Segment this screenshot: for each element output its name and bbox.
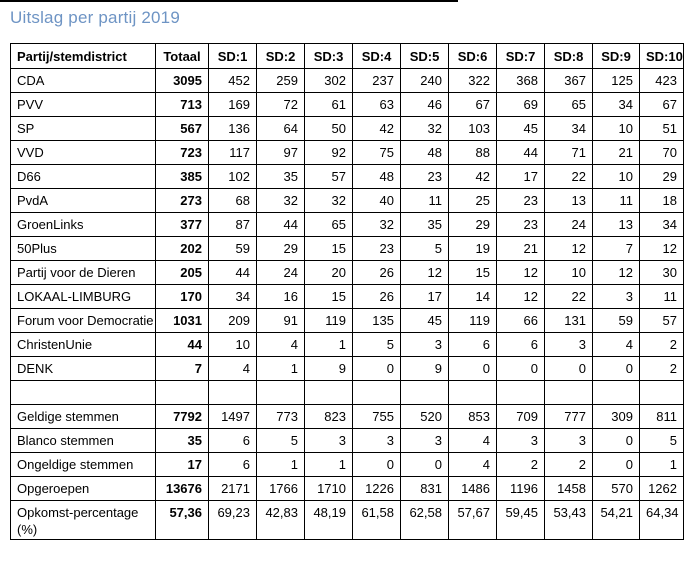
party-label-cell: DENK: [11, 357, 156, 381]
column-header: SD:6: [449, 44, 497, 69]
sd-value-cell: 2: [640, 357, 684, 381]
sd-value-cell: 0: [449, 357, 497, 381]
sd-value-cell: 42,83: [257, 501, 305, 540]
sd-value-cell: 0: [593, 453, 640, 477]
sd-value-cell: 240: [401, 69, 449, 93]
sd-value-cell: 50: [305, 117, 353, 141]
spacer-cell: [497, 381, 545, 405]
totaal-cell: 44: [156, 333, 209, 357]
column-header: SD:2: [257, 44, 305, 69]
column-header: SD:7: [497, 44, 545, 69]
sd-value-cell: 102: [209, 165, 257, 189]
sd-value-cell: 135: [353, 309, 401, 333]
sd-value-cell: 97: [257, 141, 305, 165]
totaal-cell: 567: [156, 117, 209, 141]
sd-value-cell: 12: [545, 237, 593, 261]
spacer-cell: [545, 381, 593, 405]
spacer-cell: [353, 381, 401, 405]
sd-value-cell: 0: [593, 429, 640, 453]
summary-label-cell: Ongeldige stemmen: [11, 453, 156, 477]
party-row: [11, 69, 684, 93]
sd-value-cell: 1262: [640, 477, 684, 501]
sd-value-cell: 18: [640, 189, 684, 213]
sd-value-cell: 709: [497, 405, 545, 429]
sd-value-cell: 12: [593, 261, 640, 285]
sd-value-cell: 63: [353, 93, 401, 117]
sd-value-cell: 23: [497, 189, 545, 213]
sd-value-cell: 0: [401, 453, 449, 477]
totaal-cell: 7792: [156, 405, 209, 429]
sd-value-cell: 13: [593, 213, 640, 237]
sd-value-cell: 64,34: [640, 501, 684, 540]
sd-value-cell: 32: [401, 117, 449, 141]
sd-value-cell: 22: [545, 165, 593, 189]
sd-value-cell: 5: [257, 429, 305, 453]
sd-value-cell: 1: [305, 453, 353, 477]
sd-value-cell: 16: [257, 285, 305, 309]
totaal-cell: 205: [156, 261, 209, 285]
sd-value-cell: 0: [353, 453, 401, 477]
sd-value-cell: 71: [545, 141, 593, 165]
party-row: [11, 213, 684, 237]
sd-value-cell: 0: [353, 357, 401, 381]
party-row: [11, 93, 684, 117]
totaal-cell: 723: [156, 141, 209, 165]
sd-value-cell: 21: [593, 141, 640, 165]
sd-value-cell: 30: [640, 261, 684, 285]
sd-value-cell: 6: [209, 429, 257, 453]
sd-value-cell: 3: [401, 429, 449, 453]
sd-value-cell: 1486: [449, 477, 497, 501]
sd-value-cell: 61: [305, 93, 353, 117]
sd-value-cell: 54,21: [593, 501, 640, 540]
sd-value-cell: 1: [257, 453, 305, 477]
sd-value-cell: 34: [209, 285, 257, 309]
sd-value-cell: 10: [593, 117, 640, 141]
sd-value-cell: 309: [593, 405, 640, 429]
party-row: [11, 261, 684, 285]
party-row: [11, 357, 684, 381]
sd-value-cell: 91: [257, 309, 305, 333]
column-header: SD:8: [545, 44, 593, 69]
sd-value-cell: 15: [449, 261, 497, 285]
sd-value-cell: 3: [401, 333, 449, 357]
sd-value-cell: 48: [353, 165, 401, 189]
sd-value-cell: 17: [401, 285, 449, 309]
column-header: SD:9: [593, 44, 640, 69]
top-rule-line: [0, 0, 458, 2]
column-header: SD:1: [209, 44, 257, 69]
sd-value-cell: 9: [305, 357, 353, 381]
sd-value-cell: 34: [545, 117, 593, 141]
sd-value-cell: 2: [545, 453, 593, 477]
sd-value-cell: 209: [209, 309, 257, 333]
sd-value-cell: 452: [209, 69, 257, 93]
sd-value-cell: 62,58: [401, 501, 449, 540]
sd-value-cell: 15: [305, 285, 353, 309]
sd-value-cell: 32: [305, 189, 353, 213]
sd-value-cell: 823: [305, 405, 353, 429]
sd-value-cell: 88: [449, 141, 497, 165]
sd-value-cell: 423: [640, 69, 684, 93]
sd-value-cell: 35: [401, 213, 449, 237]
sd-value-cell: 69,23: [209, 501, 257, 540]
sd-value-cell: 1710: [305, 477, 353, 501]
sd-value-cell: 1196: [497, 477, 545, 501]
sd-value-cell: 119: [449, 309, 497, 333]
party-row: [11, 189, 684, 213]
table-header-row: [11, 44, 684, 69]
spacer-cell: [209, 381, 257, 405]
totaal-cell: 13676: [156, 477, 209, 501]
sd-value-cell: 32: [257, 189, 305, 213]
column-header: SD:3: [305, 44, 353, 69]
sd-value-cell: 6: [449, 333, 497, 357]
sd-value-cell: 14: [449, 285, 497, 309]
sd-value-cell: 0: [593, 357, 640, 381]
sd-value-cell: 12: [497, 261, 545, 285]
party-row: [11, 309, 684, 333]
sd-value-cell: 2171: [209, 477, 257, 501]
party-label-cell: 50Plus: [11, 237, 156, 261]
totaal-cell: 170: [156, 285, 209, 309]
spacer-cell: [257, 381, 305, 405]
summary-row: [11, 501, 684, 540]
sd-value-cell: 1458: [545, 477, 593, 501]
party-label-cell: LOKAAL-LIMBURG: [11, 285, 156, 309]
party-label-cell: CDA: [11, 69, 156, 93]
sd-value-cell: 119: [305, 309, 353, 333]
totaal-cell: 35: [156, 429, 209, 453]
sd-value-cell: 20: [305, 261, 353, 285]
spacer-row: [11, 381, 684, 405]
sd-value-cell: 32: [353, 213, 401, 237]
sd-value-cell: 2: [497, 453, 545, 477]
sd-value-cell: 46: [401, 93, 449, 117]
sd-value-cell: 65: [305, 213, 353, 237]
sd-value-cell: 367: [545, 69, 593, 93]
summary-row: [11, 429, 684, 453]
sd-value-cell: 831: [401, 477, 449, 501]
sd-value-cell: 4: [209, 357, 257, 381]
party-label-cell: GroenLinks: [11, 213, 156, 237]
totaal-cell: 273: [156, 189, 209, 213]
sd-value-cell: 1: [257, 357, 305, 381]
summary-row: [11, 405, 684, 429]
summary-row: [11, 453, 684, 477]
sd-value-cell: 12: [497, 285, 545, 309]
sd-value-cell: 75: [353, 141, 401, 165]
party-label-cell: PvdA: [11, 189, 156, 213]
sd-value-cell: 42: [449, 165, 497, 189]
sd-value-cell: 67: [449, 93, 497, 117]
party-label-cell: PVV: [11, 93, 156, 117]
party-row: [11, 333, 684, 357]
spacer-cell: [11, 381, 156, 405]
sd-value-cell: 45: [497, 117, 545, 141]
sd-value-cell: 48,19: [305, 501, 353, 540]
sd-value-cell: 11: [593, 189, 640, 213]
sd-value-cell: 42: [353, 117, 401, 141]
sd-value-cell: 322: [449, 69, 497, 93]
sd-value-cell: 1: [305, 333, 353, 357]
sd-value-cell: 7: [593, 237, 640, 261]
sd-value-cell: 10: [545, 261, 593, 285]
party-label-cell: SP: [11, 117, 156, 141]
sd-value-cell: 125: [593, 69, 640, 93]
summary-row: [11, 477, 684, 501]
sd-value-cell: 259: [257, 69, 305, 93]
sd-value-cell: 51: [640, 117, 684, 141]
sd-value-cell: 368: [497, 69, 545, 93]
sd-value-cell: 10: [593, 165, 640, 189]
sd-value-cell: 87: [209, 213, 257, 237]
sd-value-cell: 3: [545, 429, 593, 453]
sd-value-cell: 40: [353, 189, 401, 213]
column-header: Partij/stemdistrict: [11, 44, 156, 69]
sd-value-cell: 19: [449, 237, 497, 261]
party-label-cell: VVD: [11, 141, 156, 165]
sd-value-cell: 1226: [353, 477, 401, 501]
sd-value-cell: 5: [353, 333, 401, 357]
sd-value-cell: 34: [640, 213, 684, 237]
sd-value-cell: 17: [497, 165, 545, 189]
sd-value-cell: 1497: [209, 405, 257, 429]
sd-value-cell: 72: [257, 93, 305, 117]
spacer-cell: [305, 381, 353, 405]
spacer-cell: [449, 381, 497, 405]
sd-value-cell: 773: [257, 405, 305, 429]
sd-value-cell: 2: [640, 333, 684, 357]
sd-value-cell: 22: [545, 285, 593, 309]
sd-value-cell: 131: [545, 309, 593, 333]
party-row: [11, 285, 684, 309]
sd-value-cell: 6: [209, 453, 257, 477]
sd-value-cell: 59: [593, 309, 640, 333]
sd-value-cell: 64: [257, 117, 305, 141]
sd-value-cell: 237: [353, 69, 401, 93]
sd-value-cell: 853: [449, 405, 497, 429]
sd-value-cell: 44: [497, 141, 545, 165]
column-header: Totaal: [156, 44, 209, 69]
spacer-cell: [640, 381, 684, 405]
party-label-cell: D66: [11, 165, 156, 189]
column-header: SD:4: [353, 44, 401, 69]
sd-value-cell: 68: [209, 189, 257, 213]
sd-value-cell: 4: [449, 429, 497, 453]
sd-value-cell: 35: [257, 165, 305, 189]
sd-value-cell: 29: [640, 165, 684, 189]
sd-value-cell: 59: [209, 237, 257, 261]
sd-value-cell: 11: [640, 285, 684, 309]
sd-value-cell: 777: [545, 405, 593, 429]
party-row: [11, 165, 684, 189]
table-head: [11, 44, 684, 69]
party-row: [11, 117, 684, 141]
sd-value-cell: 24: [545, 213, 593, 237]
table-body: [11, 69, 684, 540]
column-header: SD:10: [640, 44, 684, 69]
sd-value-cell: 103: [449, 117, 497, 141]
sd-value-cell: 811: [640, 405, 684, 429]
sd-value-cell: 570: [593, 477, 640, 501]
sd-value-cell: 3: [305, 429, 353, 453]
sd-value-cell: 57: [305, 165, 353, 189]
sd-value-cell: 12: [401, 261, 449, 285]
sd-value-cell: 3: [545, 333, 593, 357]
sd-value-cell: 10: [209, 333, 257, 357]
results-table: [10, 43, 684, 540]
summary-label-cell: Opkomst-percentage (%): [11, 501, 156, 540]
sd-value-cell: 23: [353, 237, 401, 261]
spacer-cell: [156, 381, 209, 405]
totaal-cell: 17: [156, 453, 209, 477]
sd-value-cell: 0: [497, 357, 545, 381]
page-title: Uitslag per partij 2019: [10, 8, 180, 27]
sd-value-cell: 69: [497, 93, 545, 117]
sd-value-cell: 4: [257, 333, 305, 357]
sd-value-cell: 9: [401, 357, 449, 381]
sd-value-cell: 5: [401, 237, 449, 261]
sd-value-cell: 3: [593, 285, 640, 309]
party-label-cell: ChristenUnie: [11, 333, 156, 357]
totaal-cell: 3095: [156, 69, 209, 93]
spacer-cell: [401, 381, 449, 405]
sd-value-cell: 136: [209, 117, 257, 141]
sd-value-cell: 44: [257, 213, 305, 237]
sd-value-cell: 26: [353, 285, 401, 309]
sd-value-cell: 11: [401, 189, 449, 213]
party-label-cell: Partij voor de Dieren: [11, 261, 156, 285]
totaal-cell: 385: [156, 165, 209, 189]
sd-value-cell: 70: [640, 141, 684, 165]
sd-value-cell: 57: [640, 309, 684, 333]
sd-value-cell: 520: [401, 405, 449, 429]
sd-value-cell: 92: [305, 141, 353, 165]
summary-label-cell: Opgeroepen: [11, 477, 156, 501]
totaal-cell: 377: [156, 213, 209, 237]
sd-value-cell: 23: [401, 165, 449, 189]
summary-label-cell: Geldige stemmen: [11, 405, 156, 429]
sd-value-cell: 1: [640, 453, 684, 477]
sd-value-cell: 67: [640, 93, 684, 117]
sd-value-cell: 1766: [257, 477, 305, 501]
totaal-cell: 713: [156, 93, 209, 117]
sd-value-cell: 61,58: [353, 501, 401, 540]
totaal-cell: 7: [156, 357, 209, 381]
sd-value-cell: 57,67: [449, 501, 497, 540]
party-label-cell: Forum voor Democratie: [11, 309, 156, 333]
spacer-cell: [593, 381, 640, 405]
totaal-cell: 57,36: [156, 501, 209, 540]
table-container: [10, 43, 684, 540]
sd-value-cell: 29: [449, 213, 497, 237]
sd-value-cell: 53,43: [545, 501, 593, 540]
sd-value-cell: 65: [545, 93, 593, 117]
sd-value-cell: 66: [497, 309, 545, 333]
sd-value-cell: 4: [449, 453, 497, 477]
sd-value-cell: 59,45: [497, 501, 545, 540]
party-row: [11, 141, 684, 165]
totaal-cell: 202: [156, 237, 209, 261]
column-header: SD:5: [401, 44, 449, 69]
sd-value-cell: 45: [401, 309, 449, 333]
sd-value-cell: 25: [449, 189, 497, 213]
sd-value-cell: 302: [305, 69, 353, 93]
sd-value-cell: 23: [497, 213, 545, 237]
party-row: [11, 237, 684, 261]
sd-value-cell: 13: [545, 189, 593, 213]
sd-value-cell: 3: [353, 429, 401, 453]
sd-value-cell: 3: [497, 429, 545, 453]
sd-value-cell: 0: [545, 357, 593, 381]
sd-value-cell: 6: [497, 333, 545, 357]
sd-value-cell: 29: [257, 237, 305, 261]
sd-value-cell: 5: [640, 429, 684, 453]
sd-value-cell: 755: [353, 405, 401, 429]
summary-label-cell: Blanco stemmen: [11, 429, 156, 453]
sd-value-cell: 117: [209, 141, 257, 165]
sd-value-cell: 12: [640, 237, 684, 261]
sd-value-cell: 24: [257, 261, 305, 285]
sd-value-cell: 4: [593, 333, 640, 357]
sd-value-cell: 15: [305, 237, 353, 261]
sd-value-cell: 21: [497, 237, 545, 261]
sd-value-cell: 34: [593, 93, 640, 117]
totaal-cell: 1031: [156, 309, 209, 333]
sd-value-cell: 48: [401, 141, 449, 165]
sd-value-cell: 169: [209, 93, 257, 117]
sd-value-cell: 26: [353, 261, 401, 285]
sd-value-cell: 44: [209, 261, 257, 285]
